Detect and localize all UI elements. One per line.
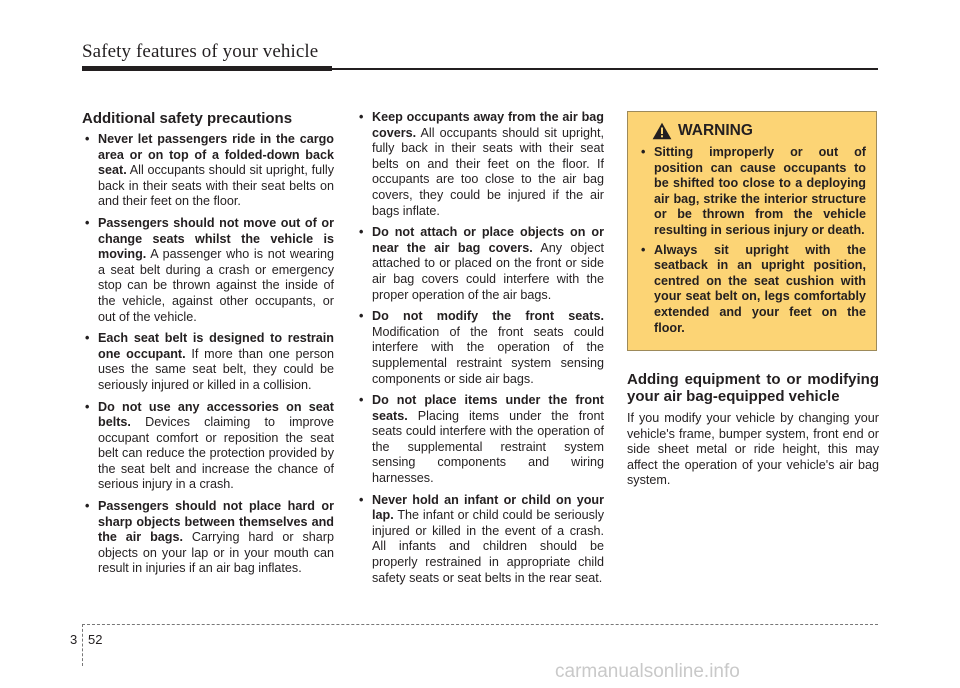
list-item-text: Devices claiming to improve occupant comfort or reposition the seat belt can reduce the protection provided by the seat belt and increase the chance of serious injury in a crash. <box>98 415 334 492</box>
column-right-body <box>627 371 879 489</box>
list-item-lead: Each seat belt is designed to restrain one occupant. <box>98 331 334 361</box>
list-item-text: Any object attached to or placed on the front or side air bag covers could interfere with the proper operation of the air bags. <box>372 240 604 302</box>
header-rule-thick <box>82 66 332 71</box>
header-rule-thin <box>332 68 878 70</box>
list-item-text: Placing items under the front seats could interfere with the operation of the supplemental restraint system sensing components and wiring harnesses. <box>372 408 604 486</box>
warning-header <box>652 122 866 140</box>
chapter-number: 3 <box>70 632 78 647</box>
section-title-adding-equipment: Adding equipment to or modifying your air bag-equipped vehicle <box>627 371 879 405</box>
page-number: 52 <box>88 632 103 647</box>
warning-list <box>638 145 866 336</box>
footer-divider <box>82 624 83 666</box>
page-header-title: Safety features of your vehicle <box>82 41 319 62</box>
precautions-list-continued <box>356 110 604 586</box>
list-item <box>82 499 334 577</box>
list-item-lead: Never let passengers ride in the cargo area or on top of a folded-down back seat. <box>98 132 334 178</box>
list-item-lead: Passengers should not move out of or change seats whilst the vehicle is moving. <box>98 215 334 262</box>
list-item-text: A passenger who is not wearing a seat belt during a crash or emergency stop can be thrown against the inside of the vehicle, against other occupants, or out of the vehicle. <box>98 247 334 324</box>
watermark-text: carmanualsonline.info <box>555 661 740 682</box>
precautions-list <box>82 132 334 577</box>
list-item-lead: Passengers should not place hard or sharp objects between themselves and the air bags. <box>98 499 334 545</box>
list-item-text: All occupants should sit upright, fully back in their seats with their seat belts on and their feet on the floor. If occupants are too close to the air bag covers, they could be injured if the air bags inflate. <box>372 125 604 218</box>
warning-item: • Sitting improperly or out of position can cause occupants to be shifted too close to a deploying air bag, strike the interior structure or be thrown from the vehicle resulting in serious injury or death. <box>638 145 866 239</box>
list-item-text: Carrying hard or sharp objects on your lap or in your mouth can result in injuries if an air bag inflates. <box>98 530 335 576</box>
list-item <box>356 493 604 587</box>
warning-triangle-icon <box>652 122 672 140</box>
list-item-text: If more than one person uses the same seat belt, they could be seriously injured or killed in a collision. <box>98 346 334 392</box>
list-item <box>82 132 334 210</box>
list-item <box>82 331 334 393</box>
footer-rule <box>82 624 878 625</box>
warning-box <box>627 111 877 351</box>
list-item-lead: Keep occupants away from the air bag covers. <box>372 110 604 140</box>
section-body-adding-equipment: If you modify your vehicle by changing your vehicle's frame, bumper system, front end or side sheet metal or ride height, this may affect the operation of your vehicle's air bag system. <box>627 411 879 488</box>
column-left <box>82 110 334 583</box>
section-title-additional-precautions: Additional safety precautions <box>82 110 293 127</box>
list-item <box>356 393 604 487</box>
list-item <box>356 225 604 303</box>
list-item-text: All occupants should sit upright, fully back in their seats with their seat belts on and their feet on the floor. <box>98 163 334 209</box>
list-item <box>82 400 334 494</box>
list-item-lead: Never hold an infant or child on your lap. <box>372 492 604 523</box>
list-item <box>356 309 604 387</box>
list-item <box>356 110 604 219</box>
list-item-lead: Do not place items under the front seats. <box>372 393 604 423</box>
list-item-text: The infant or child could be seriously injured or killed in the event of a crash. All infants and children should be properly restrained in appropriate child safety seats or seat belts in the rear seat. <box>372 508 604 585</box>
list-item-lead: Do not use any accessories on seat belts. <box>98 399 334 430</box>
list-item <box>82 216 334 325</box>
list-item-lead: Do not attach or place objects on or near the air bag covers. <box>372 225 604 255</box>
list-item-text: Modification of the front seats could interfere with the operation of the supplemental restraint system sensing components or side air bags. <box>372 324 604 386</box>
warning-item: • Always sit upright with the seatback in an upright position, centred on the seat cushion with your seat belt on, legs comfortably extended and your feet on the floor. <box>638 243 866 337</box>
warning-title: WARNING <box>678 122 753 139</box>
column-middle <box>356 110 604 592</box>
list-item-lead: Do not modify the front seats. <box>372 309 604 324</box>
